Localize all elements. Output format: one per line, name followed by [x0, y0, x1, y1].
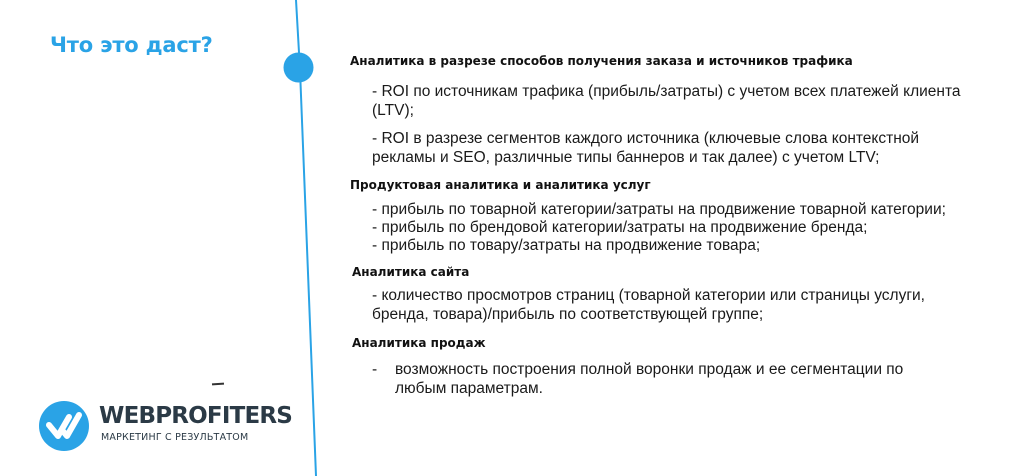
list-item: возможность построения полной воронки продаж и ее сегментации по любым параметрам. [395, 361, 904, 397]
timeline-dot [284, 53, 314, 83]
section-heading-traffic: Аналитика в разрезе способов получения заказа и источников трафика [350, 54, 853, 68]
checkmark-badge-icon [38, 400, 90, 452]
section-heading-site: Аналитика сайта [352, 265, 470, 279]
company-logo [38, 398, 293, 454]
list-item: - ROI в разрезе сегментов каждого источника (ключевые слова контекстной рекламы и SEO, различные типы баннеров и так далее) с учетом LTV; [372, 130, 920, 166]
slide-title: Что это даст? [50, 33, 213, 57]
list-dash: - [372, 361, 378, 378]
logo-name: WEBPROFITERS [99, 403, 293, 429]
list-item: - прибыль по брендовой категории/затраты на продвижение бренда; [372, 219, 868, 236]
list-item: - количество просмотров страниц (товарной категории или страницы услуги, бренда, товара)/прибыль по соответствующей группе; [372, 287, 925, 323]
list-item: - прибыль по товарной категории/затраты на продвижение товарной категории; [372, 201, 946, 218]
list-item: - ROI по источникам трафика (прибыль/затраты) с учетом всех платежей клиента (LTV); [372, 83, 961, 119]
section-heading-sales: Аналитика продаж [352, 336, 486, 350]
section-heading-product: Продуктовая аналитика и аналитика услуг [350, 178, 651, 192]
list-item: - прибыль по товару/затраты на продвижение товара; [372, 237, 761, 254]
logo-tagline: МАРКЕТИНГ С РЕЗУЛЬТАТОМ [101, 432, 249, 443]
